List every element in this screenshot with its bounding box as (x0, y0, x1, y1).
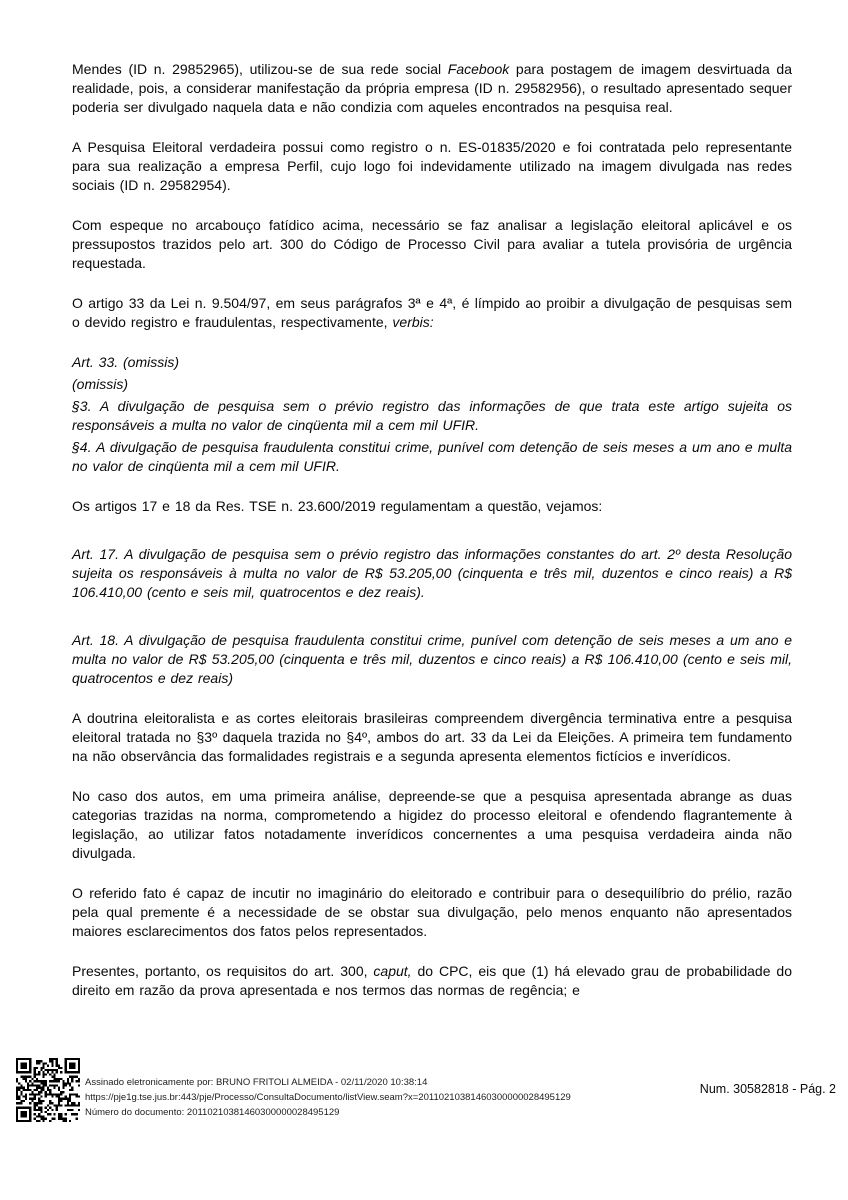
document-text (72, 39, 792, 1000)
signature-line: Assinado eletronicamente por: BRUNO FRITOLI ALMEIDA - 02/11/2020 10:38:14 (85, 1077, 428, 1088)
page-number-label: Num. 30582818 - Pág. 2 (699, 1082, 836, 1096)
qr-code-icon (16, 1058, 80, 1122)
paragraph: O artigo 33 da Lei n. 9.504/97, em seus parágrafos 3ª e 4ª, é límpido ao proibir a divulgação de pesquisas sem o devido registro e fraudulentas, respectivamente, verbis: (72, 295, 792, 330)
paragraph: A doutrina eleitoralista e as cortes eleitorais brasileiras compreendem divergência terminativa entre a pesquisa eleitoral tratada no §3º daquela trazida no §4º, ambos do art. 33 da Lei da Eleições. A primeira tem fundamento na não observância das formalidades registrais e a segunda apresenta elementos fictícios e inverídicos. (72, 710, 792, 764)
quote-paragraph: Art. 17. A divulgação de pesquisa sem o prévio registro das informações constantes do art. 2º desta Resolução sujeita os responsáveis à multa no valor de R$ 53.205,00 (cinquenta e três mil, duzentos e cinco reais) a R$ 106.410,00 (cento e seis mil, quatrocentos e dez reais). (72, 546, 792, 600)
quote-paragraph: Art. 33. (omissis) (72, 354, 180, 370)
document-number: Número do documento: 20110210381460300000028495129 (85, 1107, 340, 1118)
quote-paragraph: §3. A divulgação de pesquisa sem o prévio registro das informações de que trata este artigo sujeita os responsáveis a multa no valor de cinqüenta mil a cem mil UFIR. (72, 398, 792, 433)
paragraph: Mendes (ID n. 29852965), utilizou-se de sua rede social Facebook para postagem de imagem desvirtuada da realidade, pois, a considerar manifestação da própria empresa (ID n. 29582956), o resultado apresentado sequer poderia ser divulgado naquela data e não condizia com aqueles encontrados na pesquisa real. (72, 61, 792, 115)
quote-paragraph: §4. A divulgação de pesquisa fraudulenta constitui crime, punível com detenção de seis meses a um ano e multa no valor de cinqüenta mil a cem mil UFIR. (72, 439, 792, 474)
signature-footer (85, 1075, 571, 1120)
document-url: https://pje1g.tse.jus.br:443/pje/Processo/ConsultaDocumento/listView.seam?x=20110210381460300000028495129 (85, 1092, 571, 1103)
quote-paragraph: (omissis) (72, 376, 128, 392)
paragraph: A Pesquisa Eleitoral verdadeira possui como registro o n. ES-01835/2020 e foi contratada pelo representante para sua realização a empresa Perfil, cujo logo foi indevidamente utilizado na imagem divulgada nas redes sociais (ID n. 29582954). (72, 139, 792, 193)
paragraph: Presentes, portanto, os requisitos do art. 300, caput, do CPC, eis que (1) há elevado grau de probabilidade do direito em razão da prova apresentada e nos termos das normas de regência; e (72, 963, 792, 998)
paragraph: Os artigos 17 e 18 da Res. TSE n. 23.600/2019 regulamentam a questão, vejamos: (72, 498, 603, 514)
paragraph: O referido fato é capaz de incutir no imaginário do eleitorado e contribuir para o desequilíbrio do prélio, razão pela qual premente é a necessidade de se obstar sua divulgação, pelo menos enquanto não apresentados maiores esclarecimentos dos fatos pelos representados. (72, 885, 792, 939)
paragraph: No caso dos autos, em uma primeira análise, depreende-se que a pesquisa apresentada abrange as duas categorias trazidas na norma, comprometendo a higidez do processo eleitoral e ofendendo flagrantemente à legislação, ao utilizar fatos notadamente inverídicos concernentes a uma pesquisa verdadeira ainda não divulgada. (72, 788, 792, 861)
paragraph: Com espeque no arcabouço fatídico acima, necessário se faz analisar a legislação eleitoral aplicável e os pressupostos trazidos pelo art. 300 do Código de Processo Civil para avaliar a tutela provisória de urgência requestada. (72, 217, 792, 271)
quote-paragraph: Art. 18. A divulgação de pesquisa fraudulenta constitui crime, punível com detenção de seis meses a um ano e multa no valor de R$ 53.205,00 (cinquenta e três mil, duzentos e cinco reais) a R$ 106.410,00 (cento e seis mil, quatrocentos e dez reais) (72, 632, 792, 686)
